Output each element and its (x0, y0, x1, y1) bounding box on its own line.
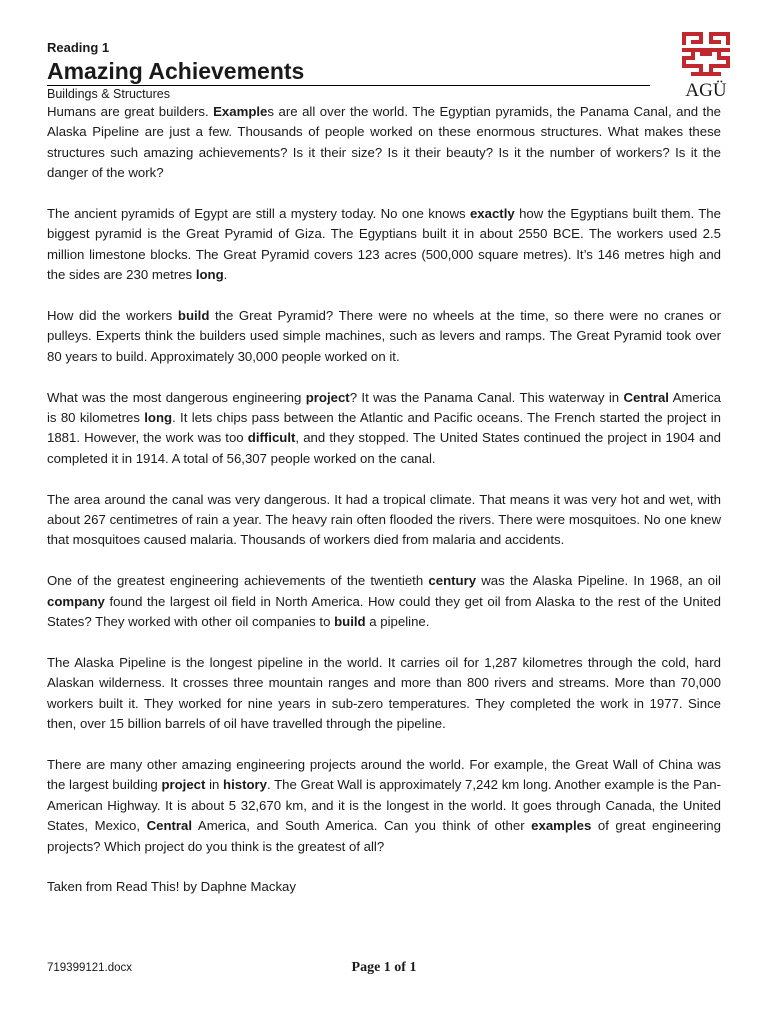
vocab-term: project (305, 389, 350, 405)
body-paragraph (47, 755, 721, 857)
text-run: of great engineering projects? Which project do you think is the greatest of all? (47, 818, 721, 854)
text-run: ? It was the Panama Canal. This waterway in (349, 389, 624, 405)
agu-logo-text: AGÜ (685, 80, 727, 101)
vocab-term: Example (213, 104, 268, 119)
vocab-term: project (161, 777, 206, 793)
text-run: . The Great Wall is approximately 7,242 km long. Another example is the Pan-American Highway. It is about 5 32,670 km, and it is the longest in the world. It goes through Canada, the United States, Mexico, (47, 777, 721, 834)
vocab-term: long (144, 410, 173, 426)
body-paragraph (47, 571, 721, 632)
document-page (47, 40, 721, 898)
page-subtitle: Buildings & Structures (47, 87, 170, 101)
text-run: . (223, 267, 228, 283)
agu-logo (682, 32, 730, 102)
text-run: America, and South America. Can you think of other (192, 818, 532, 834)
reading-label: Reading 1 (47, 40, 110, 55)
text-run: How did the workers (47, 308, 178, 324)
vocab-term: century (428, 573, 477, 589)
vocab-term: exactly (469, 206, 515, 222)
vocab-term: long (195, 267, 224, 283)
source-citation: Taken from Read This! by Daphne Mackay (47, 879, 296, 895)
footer-filename: 719399121.docx (47, 962, 133, 974)
text-run: in (205, 777, 224, 793)
body-paragraph (47, 102, 721, 184)
body-paragraph (47, 388, 721, 470)
text-run: a pipeline. (365, 614, 430, 630)
text-run: The ancient pyramids of Egypt are still a mystery today. No one knows (47, 206, 470, 222)
text-run: There are many other amazing engineering projects around the world. For example, the Great Wall of China was the largest building (47, 756, 721, 793)
body-paragraph (47, 490, 721, 551)
footer-page-number: Page 1 of 1 (351, 960, 417, 975)
agu-logo-emblem (682, 32, 730, 102)
text-run: , and they stopped. The United States continued the project in 1904 and completed it in 1914. A total of 56,307 people worked on the canal. (47, 430, 721, 466)
body-paragraph (47, 306, 721, 367)
vocab-term: history (223, 777, 268, 793)
body-paragraph (47, 653, 721, 735)
vocab-term: build (334, 614, 366, 630)
text-run: Humans are great builders. (47, 104, 214, 119)
page-title: Amazing Achievements (47, 58, 650, 86)
text-run: how the Egyptians built them. The biggest pyramid is the Great Pyramid of Giza. The Egyptians built it in about 2550 BCE. The workers used 2.5 million limestone blocks. The Great Pyramid covers 123 acres (500,000 square metres). It’s 146 metres high and the sides are 230 metres (47, 206, 721, 283)
text-run: The area around the canal was very dangerous. It had a tropical climate. That means it was very hot and wet, with about 267 centimetres of rain a year. The heavy rain often flooded the rivers. There were mosquitoes. No one knew that mosquitoes caused malaria. Thousands of workers died from malaria and accidents. (47, 491, 721, 548)
text-run: the Great Pyramid? There were no wheels at the time, so there were no cranes or pulleys. Experts think the builders used simple machines, such as levers and ramps. The Great Pyramid took over 80 years to build. Approximately 30,000 people worked on it. (47, 308, 721, 364)
vocab-term: examples (531, 818, 592, 834)
text-run: America is 80 kilometres (47, 389, 721, 426)
text-run: . It lets chips pass between the Atlantic and Pacific oceans. The French started the project in 1881. However, the work was too (47, 410, 722, 446)
text-run: The Alaska Pipeline is the longest pipeline in the world. It carries oil for 1,287 kilometres through the cold, hard Alaskan wilderness. It crosses three mountain ranges and more than 800 rivers and streams. More than 70,000 workers built it. They worked for nine years in sub-zero temperatures. They completed the work in 1977. Since then, over 15 billion barrels of oil have travelled through the pipeline. (47, 654, 721, 732)
text-run: found the largest oil field in North America. How could they get oil from Alaska to the rest of the United States? They worked with other oil companies to (47, 593, 721, 630)
text-run: was the Alaska Pipeline. In 1968, an oil (476, 573, 721, 589)
vocab-term: Central (623, 389, 669, 405)
vocab-term: build (177, 308, 210, 324)
vocab-term: company (47, 593, 105, 609)
text-run: One of the greatest engineering achievements of the twentieth (47, 573, 429, 589)
body-paragraph (47, 204, 721, 286)
vocab-term: Central (146, 818, 193, 834)
text-run: s are all over the world. The Egyptian pyramids, the Panama Canal, and the Alaska Pipeline are just a few. Thousands of people worked on these enormous structures. What makes these structures such amazing achievements? Is it their size? Is it their beauty? Is it the number of workers? Is it the danger of the work? (47, 104, 721, 181)
vocab-term: difficult (247, 430, 296, 446)
text-run: What was the most dangerous engineering (47, 389, 306, 405)
article-body (47, 102, 721, 857)
